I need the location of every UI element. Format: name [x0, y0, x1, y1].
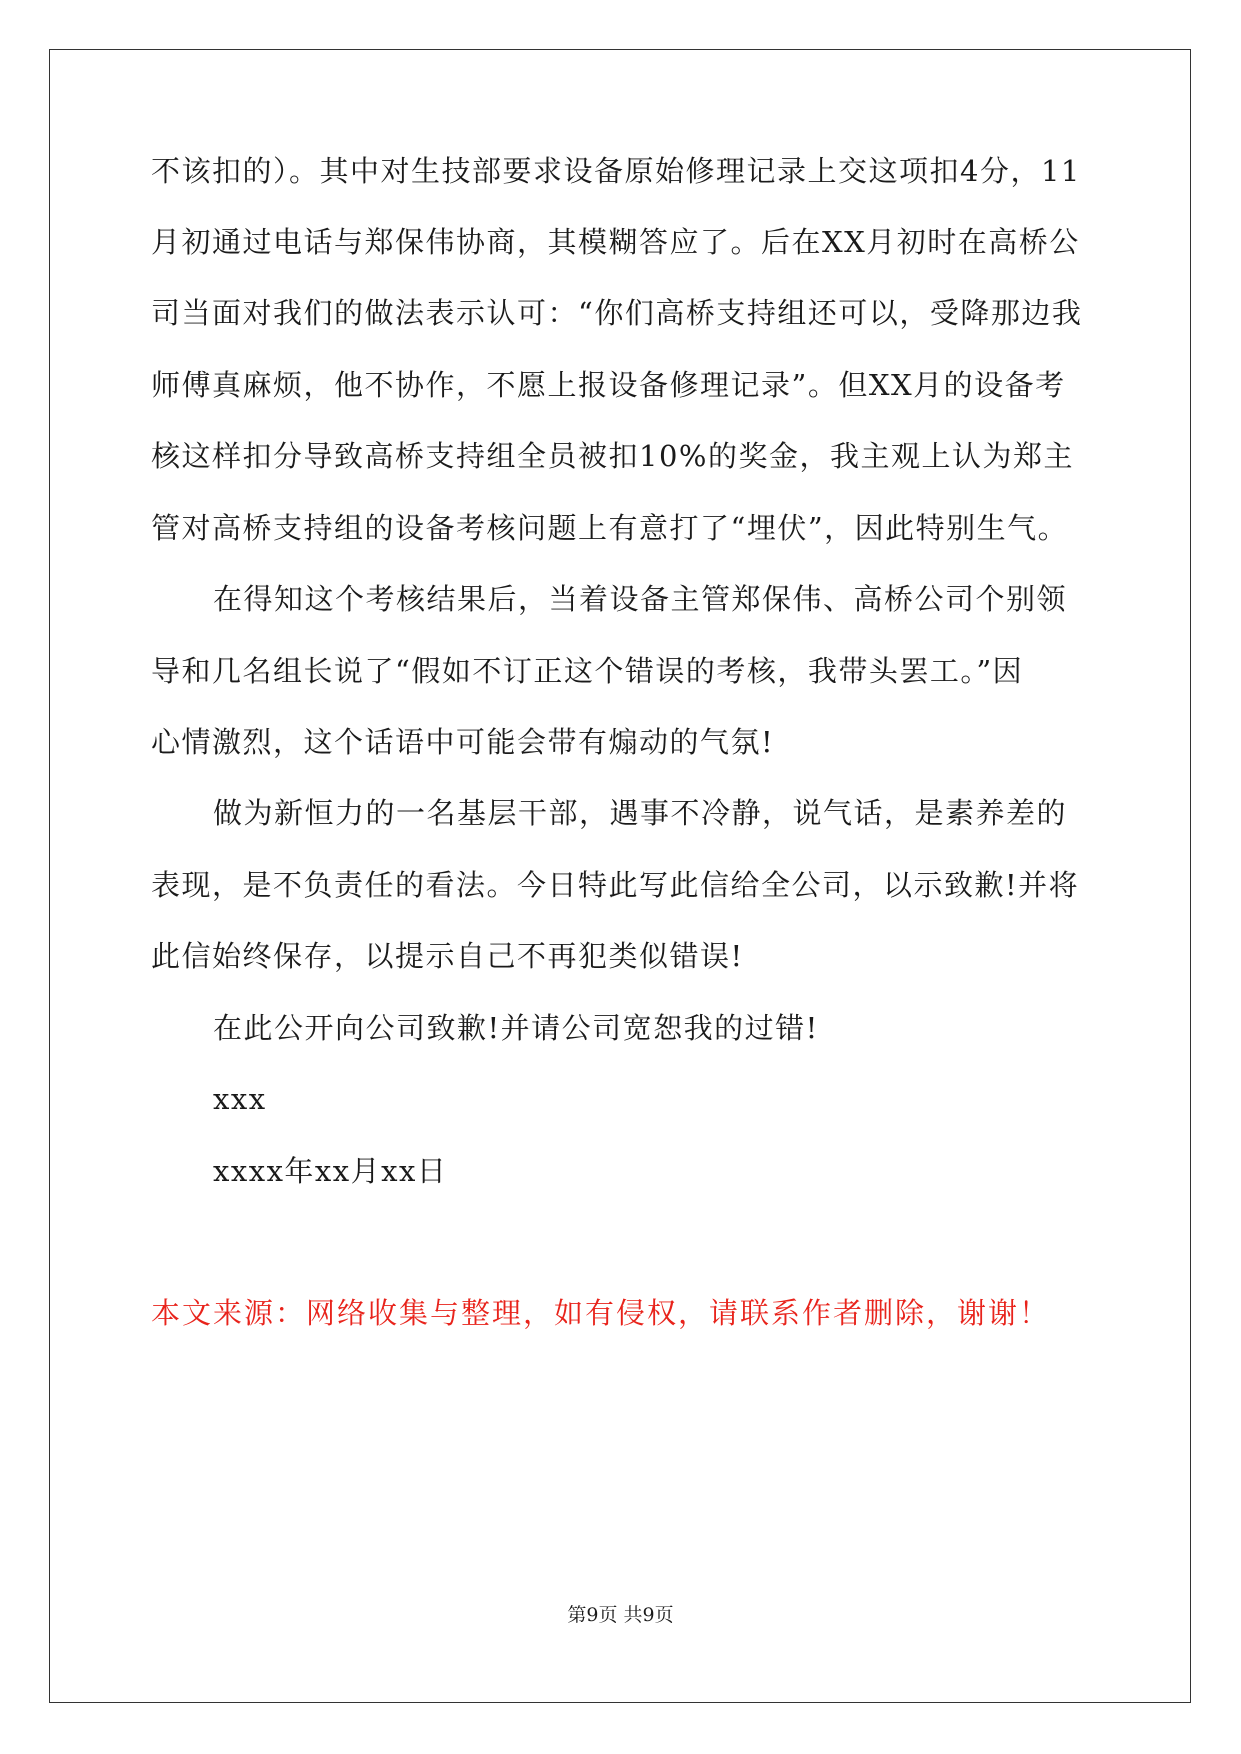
- paragraph-1-line-5: 核这样扣分导致高桥支持组全员被扣10%的奖金，我主观上认为郑主: [151, 439, 1074, 473]
- paragraph-1-line-6: 管对高桥支持组的设备考核问题上有意打了“埋伏”，因此特别生气。: [151, 511, 1069, 545]
- paragraph-2-line-2: 导和几名组长说了“假如不订正这个错误的考核，我带头罢工。”因: [151, 654, 1024, 688]
- paragraph-2-line-3: 心情激烈，这个话语中可能会带有煽动的气氛!: [151, 725, 775, 759]
- paragraph-1-line-2: 月初通过电话与郑保伟协商，其模糊答应了。后在XX月初时在高桥公: [151, 225, 1080, 259]
- signature: xxx: [213, 1082, 267, 1116]
- page-footer: 第9页 共9页: [567, 1604, 674, 1626]
- paragraph-1-line-1: 不该扣的）。其中对生技部要求设备原始修理记录上交这项扣4分，11: [151, 154, 1081, 188]
- paragraph-3-line-3: 此信始终保存，以提示自己不再犯类似错误!: [151, 939, 744, 973]
- paragraph-3-line-1: 做为新恒力的一名基层干部，遇事不冷静，说气话，是素养差的: [213, 796, 1068, 830]
- paragraph-2-line-1: 在得知这个考核结果后，当着设备主管郑保伟、高桥公司个别领: [213, 582, 1068, 616]
- paragraph-1-line-3: 司当面对我们的做法表示认可：“你们高桥支持组还可以，受降那边我: [151, 296, 1083, 330]
- paragraph-1-line-4: 师傅真麻烦，他不协作，不愿上报设备修理记录”。但XX月的设备考: [151, 368, 1066, 402]
- paragraph-3-line-2: 表现，是不负责任的看法。今日特此写此信给全公司，以示致歉!并将: [151, 868, 1080, 902]
- date: xxxx年xx月xx日: [213, 1154, 448, 1188]
- apology-line: 在此公开向公司致歉!并请公司宽恕我的过错!: [213, 1011, 819, 1045]
- source-notice: 本文来源：网络收集与整理，如有侵权，请联系作者删除，谢谢！: [151, 1296, 1051, 1330]
